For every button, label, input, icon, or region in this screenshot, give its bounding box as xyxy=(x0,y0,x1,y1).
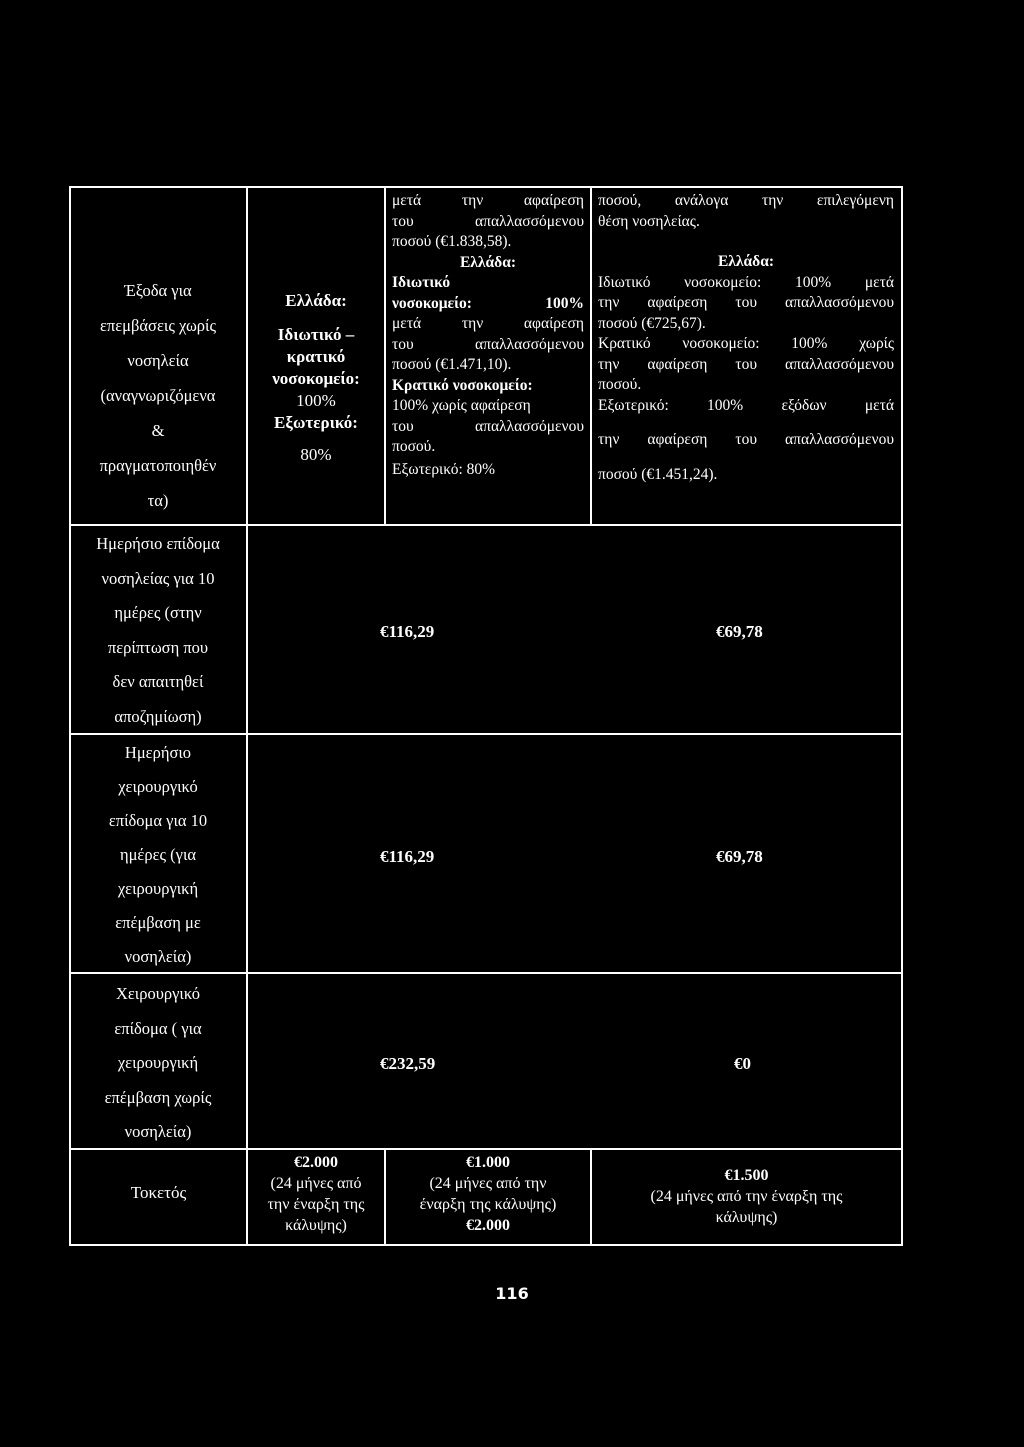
table-border-bottom xyxy=(69,1244,903,1246)
row5-label: Τοκετός xyxy=(130,1183,187,1202)
row1-col4: ποσού, ανάλογα την επιλεγόμενη θέση νοσηλείας. Ελλάδα: Ιδιωτικό νοσοκομείο: 100% μετά την αφαίρεση του απαλλασσόμενου ποσού (€725,67). Κρατικό νοσοκομείο: 100% χωρίς την αφαίρεση του απαλλασσόμενου ποσού. Εξωτερικό: 100% εξόδων μετά την αφαίρεση του απαλλασσόμενου ποσού (€1.451,24). xyxy=(598,192,894,483)
table-border-top xyxy=(69,186,903,188)
row3-value-a: €116,29 xyxy=(380,847,435,866)
row3-value-b: €69,78 xyxy=(716,847,763,866)
row2-value-a: €116,29 xyxy=(380,622,435,641)
row-divider-1 xyxy=(69,524,903,526)
row4-label: Χειρουργικό επίδομα ( για χειρουργική επέμβαση χωρίς νοσηλεία) xyxy=(104,984,212,1141)
row4-value-b: €0 xyxy=(734,1054,751,1073)
row3-label: Ημερήσιο χειρουργικό επίδομα για 10 ημέρες (για χειρουργική επέμβαση με νοσηλεία) xyxy=(108,743,208,966)
page-number: 116 xyxy=(495,1284,529,1303)
row1-label: Έξοδα για επεμβάσεις χωρίς νοσηλεία (αναγνωριζόμενα & πραγματοποιηθέν τα) xyxy=(99,281,217,510)
table-border-right xyxy=(901,186,903,1246)
col-divider-3 xyxy=(590,186,592,526)
row5-col2: €2.000 (24 μήνες από την έναρξη της κάλυψης) xyxy=(267,1154,365,1234)
row2-label: Ημερήσιο επίδομα νοσηλείας για 10 ημέρες (στην περίπτωση που δεν απαιτηθεί αποζημίωση) xyxy=(96,534,220,726)
row1-col3: μετά την αφαίρεση του απαλλασσόμενου ποσού (€1.838,58). Ελλάδα: Ιδιωτικό νοσοκομείο: 100% μετά την αφαίρεση του απαλλασσόμενου ποσού (€1.471,10). Κρατικό νοσοκομείο: 100% χωρίς αφαίρεση του απαλλασσόμενου ποσού. Εξωτερικό: 80% xyxy=(392,192,584,478)
col-divider-2 xyxy=(384,186,386,526)
row5-col3: €1.000 (24 μήνες από την έναρξη της κάλυψης) €2.000 xyxy=(419,1154,557,1234)
row2-value-b: €69,78 xyxy=(716,622,763,641)
row1-col2: Ελλάδα: Ιδιωτικό – κρατικό νοσοκομείο: 100% Εξωτερικό: 80% xyxy=(272,291,360,464)
row4-value-a: €232,59 xyxy=(380,1054,436,1073)
row5-col4: €1.500 (24 μήνες από την έναρξη της κάλυψης) xyxy=(650,1167,843,1226)
